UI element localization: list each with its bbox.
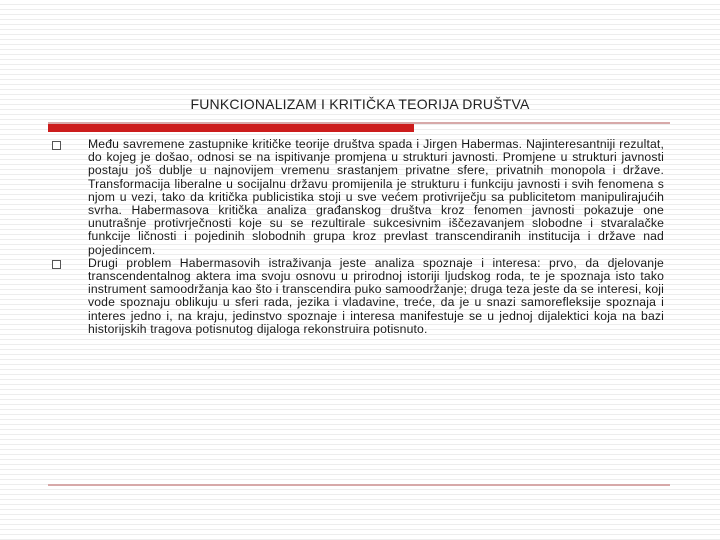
title-accent-bar bbox=[48, 124, 414, 132]
bullet-text: Među savremene zastupnike kritičke teorije društva spada i Jirgen Habermas. Najinteresantniji rezultat, do kojeg je došao, odnosi se na ispitivanje promjena u strukturi javnosti. Promjene u strukturi javnosti postaju još dublje u najnovijem vremenu srastanjem privatne sfere, privatnih monopola i države. Transformacija liberalne u socijalnu državu promijenila je strukturu i funkciju javnosti i svih fenomena s njom u vezi, tako da kritička publicistika stoji u sve većem protivriječju sa publicitetom manipulirajućih svrha. Habermasova kritička analiza građanskog društva kroz fenomen javnosti pokazuje one unutrašnje protivrječnosti koje su se rezultirale sukcesivnim iščezavanjem slobodne i stvaralačke funkcije ličnosti i pojedinih slobodnih grupa kroz prevlast transcendiranih institucija i države nad pojedincem. bbox=[88, 137, 664, 257]
bullet-list bbox=[52, 138, 664, 336]
hollow-square-bullet-icon bbox=[52, 141, 61, 150]
slide-title: FUNKCIONALIZAM I KRITIČKA TEORIJA DRUŠTVA bbox=[190, 96, 530, 112]
bullet-item-1 bbox=[52, 138, 664, 257]
bullet-item-2 bbox=[52, 257, 664, 336]
footer-rule bbox=[48, 484, 670, 486]
bullet-text: Drugi problem Habermasovih istraživanja jeste analiza spoznaje i interesa: prvo, da djelovanje transcendentalnog aktera ima svoju osnovu u prirodnoj istoriji ljudskog roda, te je spoznaja isto tako instrument samoodržanja kao što i transcendira puko samoodržanje; druga teza jeste da se interesi, koji vode spoznaju oblikuju u sferi rada, jezika i vladavine, treće, da je u snazi samorefleksije spoznaja i interes jedno i, na kraju, jedinstvo spoznaje i interesa manifestuje se u jednoj dijalektici koja na bazi historijskih tragova potisnutog dijaloga rekonstruira potisnuto. bbox=[88, 255, 664, 336]
hollow-square-bullet-icon bbox=[52, 260, 61, 269]
